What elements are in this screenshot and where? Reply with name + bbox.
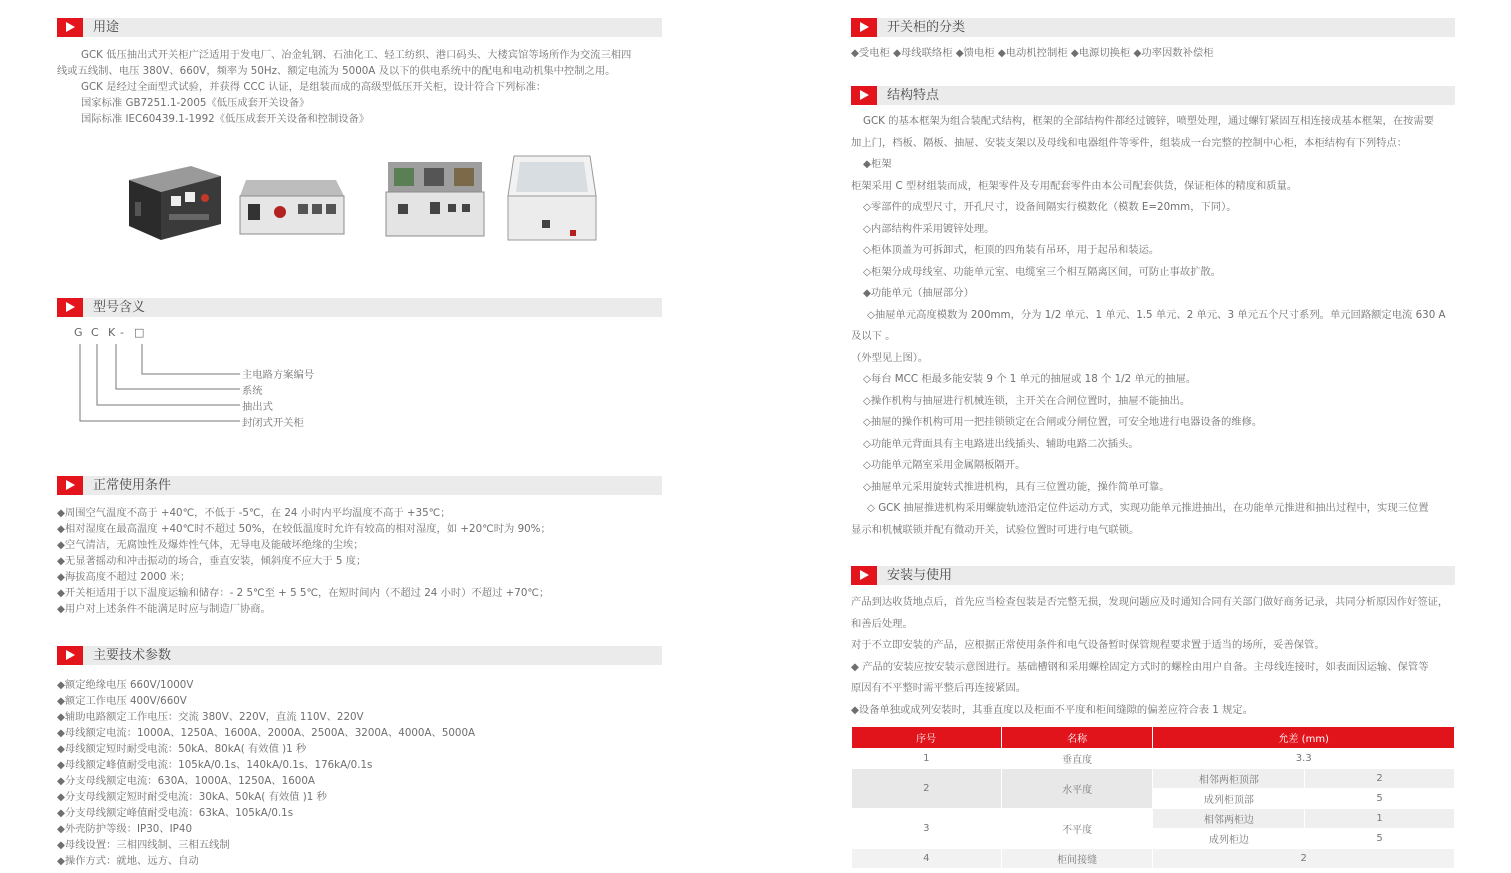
play-icon (851, 18, 877, 37)
section-usage-title: 用途 (93, 20, 120, 35)
usage-line: 国际标准 IEC60439.1-1992《低压成套开关设备和控制设备》 (81, 113, 370, 125)
param-item: ◆操作方式：就地、远方、自动 (57, 855, 199, 867)
param-item: ◆母线设置：三相四线制、三相五线制 (57, 839, 230, 851)
conditions-list (57, 505, 551, 617)
structure-line: ◇抽屉单元高度模数为 200mm，分为 1/2 单元、1 单元、1.5 单元、2 单元、3 单元五个尺寸系列。单元回路额定电流 630 A (867, 308, 1446, 321)
section-structure-title: 结构特点 (887, 88, 940, 103)
classification-list: ◆受电柜 ◆母线联络柜 ◆馈电柜 ◆电动机控制柜 ◆电源切换柜 ◆功率因数补偿柜 (851, 47, 1214, 59)
table-header-cell: 名称 (1001, 727, 1153, 749)
params-list (57, 677, 475, 869)
tolerance-table (851, 727, 1455, 869)
model-letter: K (108, 326, 116, 339)
structure-text (851, 111, 1446, 541)
section-structure-header (851, 86, 1455, 105)
product-drawer-unit-4-image (504, 154, 600, 244)
model-leader-lines (74, 326, 244, 436)
table-header-cell: 允差 (mm) (1153, 727, 1455, 749)
param-item: ◆分支母线额定峰值耐受电流：63kA、105kA/0.1s (57, 807, 294, 819)
play-icon (851, 86, 877, 105)
product-drawer-unit-1-image (125, 162, 225, 244)
table-cell: 2 (1305, 769, 1455, 789)
structure-line: ◇每台 MCC 柜最多能安装 9 个 1 单元的抽屉或 18 个 1/2 单元的抽屉。 (863, 373, 1197, 385)
param-item: ◆母线额定电流：1000A、1250A、1600A、2000A、2500A、3200A、4000A、5000A (57, 727, 476, 739)
play-icon (57, 646, 83, 665)
model-letter: C (91, 326, 99, 339)
structure-line: ◇抽屉单元采用旋转式推进机构，具有三位置功能，操作简单可靠。 (863, 480, 1170, 493)
structure-line: 及以下 。 (851, 330, 896, 342)
model-letter: □ (134, 326, 145, 339)
play-icon (57, 476, 83, 495)
section-conditions-title: 正常使用条件 (93, 478, 172, 493)
condition-item: ◆周围空气温度不高于 +40℃，不低于 -5℃，在 24 小时内平均温度不高于 +35℃； (57, 507, 451, 519)
table-cell: 1 (1305, 809, 1455, 829)
param-item: ◆母线额定峰值耐受电流：105kA/0.1s、140kA/0.1s、176kA/0.1s (57, 759, 373, 771)
table-cell: 成列柜顶部 (1153, 789, 1305, 809)
usage-line: 国家标准 GB7251.1-2005《低压成套开关设备》 (81, 97, 310, 109)
table-cell: 2 (852, 769, 1002, 809)
install-line: 和善后处理。 (851, 617, 913, 630)
table-row (852, 849, 1455, 869)
structure-line: ◇ GCK 抽屉推进机构采用螺旋轨迹沿定位件运动方式，实现功能单元推进抽出，在功能单元推进和抽出过程中，实现三位置 (867, 502, 1429, 514)
structure-line: ◇零部件的成型尺寸，开孔尺寸，设备间隔实行模数化（模数 E=20mm，下同）。 (863, 201, 1237, 213)
param-item: ◆分支母线额定电流：630A、1000A、1250A、1600A (57, 775, 315, 787)
table-cell: 2 (1153, 849, 1455, 869)
table-cell: 垂直度 (1001, 749, 1153, 769)
structure-line: ◇功能单元隔室采用金属隔板隔开。 (863, 459, 1026, 471)
section-conditions-header (57, 476, 662, 495)
table-cell: 相邻两柜边 (1153, 809, 1305, 829)
section-model-title: 型号含义 (93, 300, 146, 315)
model-letter: G (74, 326, 83, 339)
table-cell: 5 (1305, 789, 1455, 809)
structure-line: 加上门，档板、隔板、抽屉、安装支架以及母线和电器组件等零件，组装成一台完整的控制中心柜，本柜结构有下列特点： (851, 136, 1408, 149)
table-cell: 5 (1305, 829, 1455, 849)
install-line: ◆ 产品的安装应按安装示意图进行。基础槽钢和采用螺栓固定方式时的螺栓由用户自备。主母线连接时，如表面因运输、保管等 (851, 660, 1429, 673)
structure-line: ◆功能单元（抽屉部分） (863, 287, 974, 299)
model-label: 主电路方案编号 (242, 369, 315, 381)
structure-line: ◇柜架分成母线室、功能单元室、电缆室三个相互隔离区间，可防止事故扩散。 (863, 265, 1222, 278)
model-label: 系统 (242, 385, 263, 397)
product-drawer-unit-2-image (238, 178, 346, 238)
model-label: 抽出式 (242, 401, 273, 413)
usage-line: GCK 是经过全面型式试验，并获得 CCC 认证，是组装而成的高级型低压开关柜，设计符合下列标准： (81, 81, 547, 93)
param-item: ◆辅助电路额定工作电压：交流 380V、220V，直流 110V、220V (57, 711, 364, 723)
section-model-header (57, 298, 662, 317)
table-cell: 成列柜边 (1153, 829, 1305, 849)
table-row (852, 749, 1455, 769)
section-install-header (851, 566, 1455, 585)
section-install-title: 安装与使用 (887, 568, 953, 583)
product-drawer-unit-3-image (384, 160, 486, 242)
param-item: ◆外壳防护等级：IP30、IP40 (57, 823, 192, 835)
structure-line: ◆柜架 (863, 158, 892, 170)
install-text (851, 592, 1448, 721)
table-row (852, 769, 1455, 789)
condition-item: ◆海拔高度不超过 2000 米； (57, 571, 191, 583)
table-cell: 4 (852, 849, 1002, 869)
play-icon (57, 18, 83, 37)
condition-item: ◆相对湿度在最高温度 +40℃时不超过 50%，在较低温度时允许有较高的相对湿度，如 +20℃时为 90%； (57, 523, 551, 535)
usage-line: GCK 低压抽出式开关柜广泛适用于发电厂、冶金轧钢、石油化工、轻工纺织、港口码头、大楼宾馆等场所作为交流三相四 (81, 49, 632, 61)
table-cell: 水平度 (1001, 769, 1153, 809)
section-classification-header (851, 18, 1455, 37)
param-item: ◆额定工作电压 400V/660V (57, 695, 187, 707)
structure-line: 柜架采用 C 型材组装而成，柜架零件及专用配套零件由本公司配套供货，保证柜体的精度和质量。 (851, 179, 1298, 192)
model-code-diagram (74, 326, 334, 436)
install-line: ◆设备单独或成列安装时，其垂直度以及柜面不平度和柜间缝隙的偏差应符合表 1 规定。 (851, 703, 1253, 716)
condition-item: ◆开关柜适用于以下温度运输和储存：- 2 5℃至 + 5 5℃，在短时间内（不超过 24 小时）不超过 +70℃； (57, 587, 550, 599)
table-cell: 1 (852, 749, 1002, 769)
usage-text (57, 47, 631, 127)
play-icon (57, 298, 83, 317)
table-row (852, 809, 1455, 829)
section-params-title: 主要技术参数 (93, 648, 172, 663)
install-line: 对于不立即安装的产品，应根据正常使用条件和电气设备暂时保管规程要求置于适当的场所，妥善保管。 (851, 639, 1325, 651)
install-line: 原因有不平整时需平整后再连接紧固。 (851, 682, 1027, 694)
section-params-header (57, 646, 662, 665)
table-cell: 不平度 (1001, 809, 1153, 849)
structure-line: ◇柜体顶盖为可拆卸式，柜顶的四角装有吊环，用于起吊和装运。 (863, 244, 1160, 256)
table-cell: 柜间接缝 (1001, 849, 1153, 869)
structure-line: ◇抽屉的操作机构可用一把挂锁锁定在合闸或分闸位置，可安全地进行电器设备的维修。 (863, 416, 1263, 428)
condition-item: ◆空气清洁，无腐蚀性及爆炸性气体，无导电及能破坏绝缘的尘埃； (57, 539, 364, 551)
structure-line: （外型见上图）。 (851, 351, 929, 364)
condition-item: ◆用户对上述条件不能满足时应与制造厂协商。 (57, 603, 271, 615)
structure-line: ◇内部结构件采用镀锌处理。 (863, 222, 995, 235)
install-line: 产品到达收货地点后，首先应当检查包装是否完整无损，发现问题应及时通知合同有关部门做好商务记录，共同分析原因作好签证， (851, 596, 1449, 608)
table-header-cell: 序号 (852, 727, 1002, 749)
structure-line: ◇功能单元背面具有主电路进出线插头、辅助电路二次插头。 (863, 437, 1139, 450)
param-item: ◆额定绝缘电压 660V/1000V (57, 679, 194, 691)
section-classification-title: 开关柜的分类 (887, 20, 966, 35)
structure-line: ◇操作机构与抽屉进行机械连锁，主开关在合闸位置时，抽屉不能抽出。 (863, 394, 1191, 407)
table-header-row (852, 727, 1455, 749)
param-item: ◆母线额定短时耐受电流：50kA、80kA( 有效值 )1 秒 (57, 743, 307, 755)
structure-line: GCK 的基本框架为组合装配式结构，框架的全部结构件都经过镀锌，喷塑处理，通过螺钉紧固互相连接成基本框架，在按需要 (863, 115, 1434, 127)
param-item: ◆分支母线额定短时耐受电流：30kA、50kA( 有效值 )1 秒 (57, 791, 327, 803)
table-cell: 3.3 (1153, 749, 1455, 769)
condition-item: ◆无显著摇动和冲击振动的场合，垂直安装，倾斜度不应大于 5 度； (57, 555, 367, 567)
table-cell: 3 (852, 809, 1002, 849)
usage-line: 线或五线制、电压 380V、660V，频率为 50Hz、额定电流为 5000A 及以下的供电系统中的配电和电动机集中控制之用。 (57, 65, 616, 77)
model-label: 封闭式开关柜 (242, 417, 304, 429)
play-icon (851, 566, 877, 585)
section-usage-header (57, 18, 662, 37)
table-cell: 相邻两柜顶部 (1153, 769, 1305, 789)
model-letter: - (120, 326, 124, 339)
structure-line: 显示和机械联锁并配有微动开关，试验位置时可进行电气联锁。 (851, 523, 1140, 536)
